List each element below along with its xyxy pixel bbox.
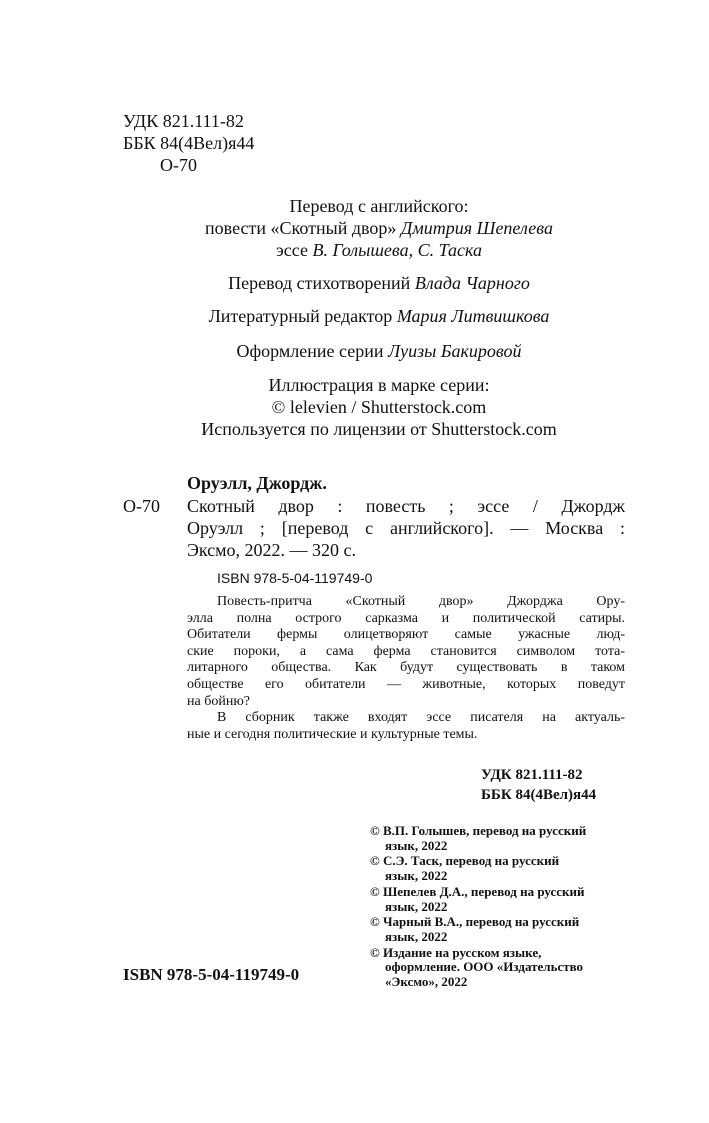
annotation-line: Обитатели фермы олицетворяют самые ужасные люд- (187, 627, 625, 643)
copyright-item: © Чарный В.А., перевод на русский язык, 2022 (370, 914, 580, 944)
isbn-bottom: ISBN 978-5-04-119749-0 (123, 965, 300, 984)
udk-bottom: УДК 821.111-82 (481, 767, 583, 783)
catalog-entry-line: Скотный двор : повесть ; эссе / Джордж (187, 496, 625, 516)
author-mark-top: О-70 (160, 155, 197, 175)
series-design: Оформление серии Луизы Бакировой (236, 341, 522, 361)
catalog-entry-line: Эксмо, 2022. — 320 с. (187, 540, 357, 560)
annotation-line: В сборник также входят эссе писателя на актуаль- (217, 710, 625, 726)
copyright-item: © Шепелев Д.А., перевод на русский язык, 2022 (370, 883, 585, 914)
copyright-item: © С.Э. Таск, перевод на русский язык, 2022 (370, 853, 560, 884)
annotation-line: ские пороки, а сама ферма становится символом тота- (187, 643, 625, 659)
illustration-heading: Иллюстрация в марке серии: (268, 375, 490, 395)
annotation-line: на бойню? (187, 693, 250, 709)
poems-translation: Перевод стихотворений Влада Чарного (228, 273, 530, 293)
bbk-bottom: ББК 84(4Вел)я44 (481, 787, 597, 803)
credits-block (100, 195, 658, 440)
copyright-item: © Издание на русском языке, оформление. ООО «Издательство «Эксмо», 2022 (370, 944, 584, 990)
novella-translation: повести «Скотный двор» Дмитрия Шепелева (205, 218, 553, 238)
bbk-top: ББК 84(4Вел)я44 (123, 133, 255, 153)
copyright-block (370, 824, 586, 990)
annotation-line: Повесть-притча «Скотный двор» Джорджа Ору- (217, 594, 625, 609)
annotation-line: литарного общества. Как будут существовать в таком (187, 660, 625, 676)
essay-translation: эссе В. Голышева, С. Таска (276, 240, 482, 260)
annotation-line: ные и сегодня политические и культурные темы. (187, 726, 478, 742)
catalog-entry (187, 495, 625, 561)
annotation (187, 594, 625, 743)
catalog-isbn: ISBN 978-5-04-119749-0 (217, 570, 373, 586)
catalog-author-heading: Оруэлл, Джордж. (187, 473, 327, 493)
license-note: Используется по лицензии от Shutterstock.com (201, 419, 557, 439)
copyright-item: © В.П. Голышев, перевод на русский язык, 2022 (370, 823, 587, 853)
catalog-entry-line: Оруэлл ; [перевод с английского]. — Москва : (187, 518, 625, 538)
annotation-line: элла полна острого сарказма и политической сатиры. (187, 610, 625, 626)
translation-heading: Перевод с английского: (289, 196, 469, 216)
annotation-line: обществе его обитатели — животные, которых поведут (187, 676, 625, 692)
literary-editor: Литературный редактор Мария Литвишкова (208, 306, 550, 326)
illustration-credit: © lelevien / Shutterstock.com (271, 397, 487, 417)
udk-top: УДК 821.111-82 (123, 111, 244, 131)
catalog-mark: О-70 (123, 496, 160, 516)
